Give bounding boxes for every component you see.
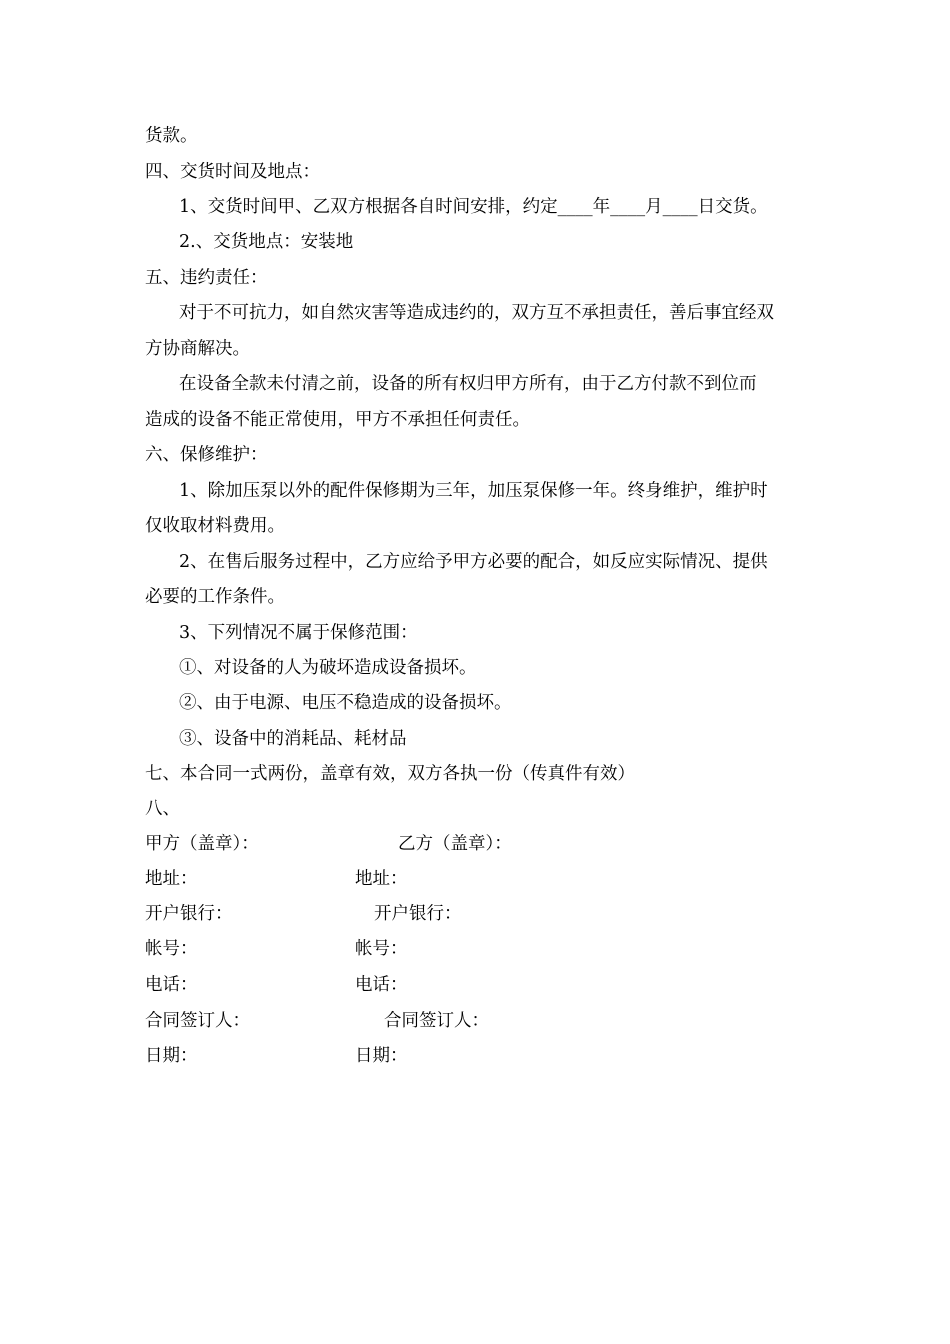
party-a-phone-label: 电话： <box>145 975 198 995</box>
ownership-clause-line-1: 在设备全款未付清之前，设备的所有权归甲方所有，由于乙方付款不到位而 <box>179 374 757 394</box>
section-5-heading: 五、违约责任： <box>145 268 268 288</box>
service-cooperation-line-2: 必要的工作条件。 <box>145 587 285 607</box>
warranty-exclusion-b: ②、由于电源、电压不稳造成的设备损坏。 <box>179 693 512 713</box>
section-6-heading: 六、保修维护： <box>145 445 268 465</box>
party-b-address-label: 地址： <box>355 869 408 889</box>
warranty-exclusions-heading: 3、下列情况不属于保修范围： <box>179 623 418 643</box>
ownership-clause-line-2: 造成的设备不能正常使用，甲方不承担任何责任。 <box>145 410 530 430</box>
service-cooperation-line-1: 2、在售后服务过程中，乙方应给予甲方必要的配合，如反应实际情况、提供 <box>179 552 768 572</box>
warranty-period-line-1: 1、除加压泵以外的配件保修期为三年，加压泵保修一年。终身维护，维护时 <box>179 481 768 501</box>
party-b-seal-label: 乙方（盖章）： <box>398 834 512 854</box>
section-4-heading: 四、交货时间及地点： <box>145 162 320 182</box>
party-a-bank-label: 开户银行： <box>145 904 233 924</box>
party-b-phone-label: 电话： <box>355 975 408 995</box>
warranty-exclusion-a: ①、对设备的人为破坏造成设备损坏。 <box>179 658 477 678</box>
section-8-heading: 八、 <box>145 799 180 819</box>
party-b-signer-label: 合同签订人： <box>384 1011 489 1031</box>
party-b-bank-label: 开户银行： <box>374 904 462 924</box>
party-a-date-label: 日期： <box>145 1046 198 1066</box>
party-b-account-label: 帐号： <box>355 939 408 959</box>
party-a-signer-label: 合同签订人： <box>145 1011 250 1031</box>
warranty-period-line-2: 仅收取材料费用。 <box>145 516 285 536</box>
party-b-date-label: 日期： <box>355 1046 408 1066</box>
party-a-seal-label: 甲方（盖章）： <box>145 834 259 854</box>
section-7-text: 七、本合同一式两份，盖章有效，双方各执一份（传真件有效） <box>145 764 635 784</box>
party-a-account-label: 帐号： <box>145 939 198 959</box>
party-a-address-label: 地址： <box>145 869 198 889</box>
payment-tail-text: 货款。 <box>145 126 198 146</box>
warranty-exclusion-c: ③、设备中的消耗品、耗材品 <box>179 729 407 749</box>
force-majeure-line-1: 对于不可抗力，如自然灾害等造成违约的，双方互不承担责任，善后事宜经双 <box>179 303 774 323</box>
delivery-time-clause: 1、交货时间甲、乙双方根据各自时间安排，约定____年____月____日交货。 <box>179 197 768 217</box>
delivery-location-clause: 2.、交货地点：安装地 <box>179 232 354 252</box>
force-majeure-line-2: 方协商解决。 <box>145 339 250 359</box>
